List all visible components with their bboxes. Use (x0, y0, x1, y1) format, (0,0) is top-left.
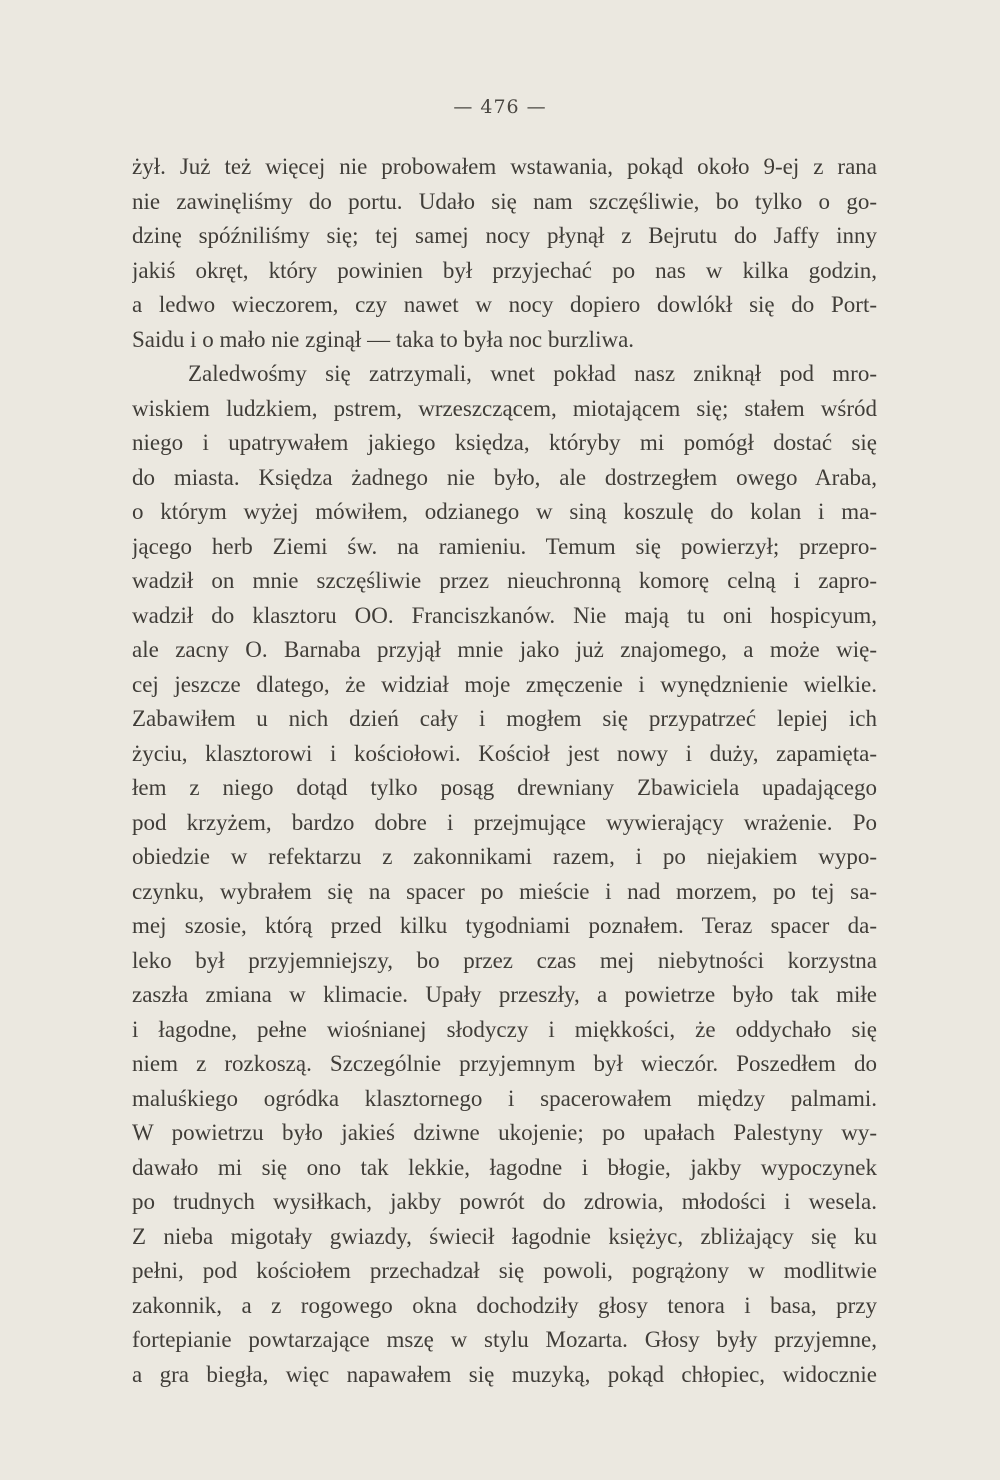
text-line: Zabawiłem u nich dzień cały i mogłem się przypatrzeć lepiej ich (132, 706, 877, 731)
text-line: dawało mi się ono tak lekkie, łagodne i błogie, jakby wypoczynek (132, 1154, 877, 1180)
text-line: a ledwo wieczorem, czy nawet w nocy dopiero dowlókł się do Port- (132, 292, 877, 317)
text-line: pełni, pod kościołem przechadzał się powoli, pogrążony w modlitwie (132, 1258, 877, 1283)
text-line: leko był przyjemniejszy, bo przez czas mej niebytności korzystna (132, 947, 877, 973)
text-line: pod krzyżem, bardzo dobre i przejmujące wywierający wrażenie. Po (132, 809, 877, 835)
text-line: ale zacny O. Barnaba przyjął mnie jako już znajomego, a może wię- (132, 637, 877, 662)
text-line: wiskiem ludzkiem, pstrem, wrzeszczącem, miotającem się; stałem wśród (132, 395, 877, 421)
text-line: mej szosie, którą przed kilku tygodniami poznałem. Teraz spacer da- (132, 913, 877, 938)
text-line: zakonnik, a z rogowego okna dochodziły głosy tenora i basa, przy (132, 1292, 877, 1318)
text-line: zaszła zmiana w klimacie. Upały przeszły, a powietrze było tak miłe (132, 982, 877, 1007)
text-line: niem z rozkoszą. Szczególnie przyjemnym był wieczór. Poszedłem do (132, 1051, 877, 1076)
text-line: żył. Już też więcej nie probowałem wstawania, pokąd około 9-ej z rana (132, 154, 877, 179)
text-line: W powietrzu było jakieś dziwne ukojenie; po upałach Palestyny wy- (132, 1120, 877, 1145)
text-line: a gra biegła, więc napawałem się muzyką, pokąd chłopiec, widocznie (132, 1361, 877, 1387)
text-line: wadził on mnie szczęśliwie przez nieuchronną komorę celną i zapro- (132, 568, 877, 593)
text-line: jącego herb Ziemi św. na ramieniu. Temum się powierzył; przepro- (132, 533, 877, 559)
text-line: obiedzie w refektarzu z zakonnikami razem, i po niejakiem wypo- (132, 844, 877, 869)
text-line: do miasta. Księdza żadnego nie było, ale dostrzegłem owego Araba, (132, 464, 877, 490)
text-line: nie zawinęliśmy do portu. Udało się nam szczęśliwie, bo tylko o go- (132, 188, 877, 214)
text-line: życiu, klasztorowi i kościołowi. Kościoł jest nowy i duży, zapamięta- (132, 740, 877, 766)
text-line: o którym wyżej mówiłem, odzianego w siną koszulę do kolan i ma- (132, 499, 877, 524)
text-line: Zaledwośmy się zatrzymali, wnet pokład nasz zniknął pod mro- (188, 361, 877, 386)
text-line: niego i upatrywałem jakiego księdza, któryby mi pomógł dostać się (132, 430, 877, 455)
text-line: łem z niego dotąd tylko posąg drewniany Zbawiciela upadającego (132, 775, 877, 800)
text-line: fortepianie powtarzające mszę w stylu Mozarta. Głosy były przyjemne, (132, 1327, 877, 1352)
text-line: Saidu i o mało nie zginął — taka to była noc burzliwa. (132, 326, 635, 352)
text-line: cej jeszcze dlatego, że widział moje zmęczenie i wynędznienie wielkie. (132, 671, 877, 697)
text-line: czynku, wybrałem się na spacer po mieście i nad morzem, po tej sa- (132, 878, 877, 904)
text-line: maluśkiego ogródka klasztornego i spacerowałem między palmami. (132, 1085, 877, 1111)
body-text (132, 150, 877, 1392)
page-number: — 476 — (453, 96, 547, 118)
text-line: wadził do klasztoru OO. Franciszkanów. Nie mają tu oni hospicyum, (132, 602, 877, 628)
text-line: jakiś okręt, który powinien był przyjechać po nas w kilka godzin, (132, 257, 877, 283)
text-line: dzinę spóźniliśmy się; tej samej nocy płynął z Bejrutu do Jaffy inny (132, 223, 877, 248)
text-line: po trudnych wysiłkach, jakby powrót do zdrowia, młodości i wesela. (132, 1189, 877, 1214)
text-line: Z nieba migotały gwiazdy, świecił łagodnie księżyc, zbliżający się ku (132, 1223, 877, 1249)
text-line: i łagodne, pełne wiośnianej słodyczy i miękkości, że oddychało się (132, 1016, 877, 1042)
